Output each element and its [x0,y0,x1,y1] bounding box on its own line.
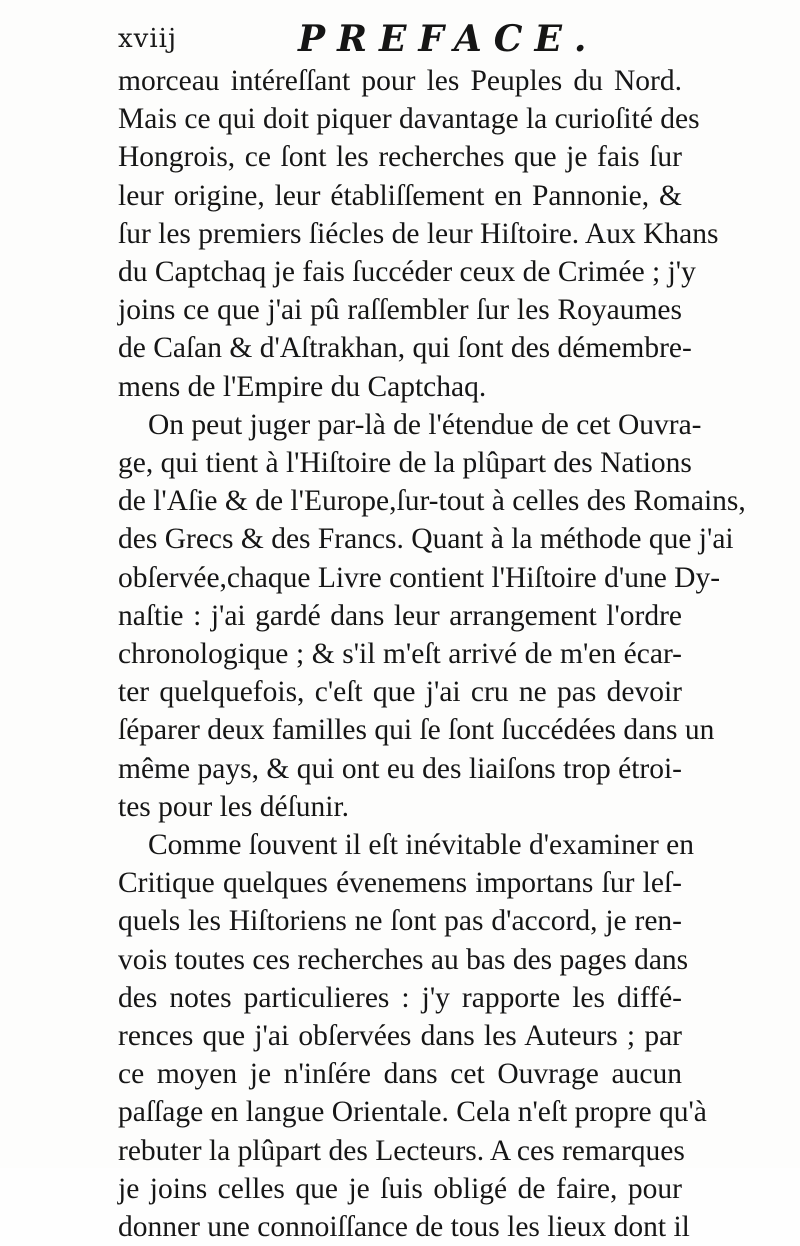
text-line: Hongrois, ce ſont les recherches que je fais ſur [118,141,682,174]
text-line: quels les Hiſtoriens ne ſont pas d'accord, je ren- [118,905,682,938]
text-line: tes pour les déſunir. [118,790,350,823]
text-line: Critique quelques évenemens importans ſur leſ- [118,867,682,900]
paragraph-start-line: Comme ſouvent il eſt inévitable d'examiner en [148,829,694,862]
text-line: paſſage en langue Orientale. Cela n'eſt propre qu'à [118,1096,707,1129]
running-title: PREFACE. [298,18,599,60]
text-line: ter quelquefois, c'eſt que j'ai cru ne pas devoir [118,676,682,709]
text-line: mens de l'Empire du Captchaq. [118,370,487,403]
text-line: morceau intéreſſant pour les Peuples du Nord. [118,65,682,97]
text-line: des Grecs & des Francs. Quant à la méthode que j'ai [118,523,734,556]
text-line: rences que j'ai obſervées dans les Auteurs ; par [118,1020,682,1053]
text-line: je joins celles que je ſuis obligé de faire, pour [118,1172,682,1205]
text-line: chronologique ; & s'il m'eſt arrivé de m'en écar- [118,638,682,671]
text-line: joins ce que j'ai pû raſſembler ſur les Royaumes [118,294,682,327]
page-number: xviij [118,24,178,54]
text-line: vois toutes ces recherches au bas des pages dans [118,943,689,976]
text-line: donner une connoiſſance de tous les lieux dont il [118,1211,690,1244]
text-line: de l'Aſie & de l'Europe,ſur-tout à celles des Romains, [118,485,746,518]
text-line: rebuter la plûpart des Lecteurs. A ces remarques [118,1134,685,1167]
text-line: naſtie : j'ai gardé dans leur arrangement l'ordre [118,599,682,632]
text-line: du Captchaq je fais ſuccéder ceux de Crimée ; j'y [118,256,696,289]
text-line: obſervée,chaque Livre contient l'Hiſtoire d'une Dy- [118,561,721,594]
text-line: même pays, & qui ont eu des liaiſons trop étroi- [118,752,682,785]
text-line: ſéparer deux familles qui ſe ſont ſuccédées dans un [118,714,715,747]
text-line: de Caſan & d'Aſtrakhan, qui ſont des démembre- [118,332,692,365]
page-header [118,10,678,70]
text-line: ſur les premiers ſiécles de leur Hiſtoire. Aux Khans [118,217,719,250]
text-line: ge, qui tient à l'Hiſtoire de la plûpart des Nations [118,447,692,480]
text-line: ce moyen je n'inſére dans cet Ouvrage aucun [118,1058,682,1091]
text-line: des notes particulieres : j'y rapporte les diffé- [118,981,682,1014]
paragraph-start-line: On peut juger par-là de l'étendue de cet Ouvra- [148,408,702,441]
text-line: leur origine, leur établiſſement en Pannonie, & [118,179,682,212]
text-line: Mais ce qui doit piquer davantage la curioſité des [118,103,700,136]
body-text [118,62,746,1246]
